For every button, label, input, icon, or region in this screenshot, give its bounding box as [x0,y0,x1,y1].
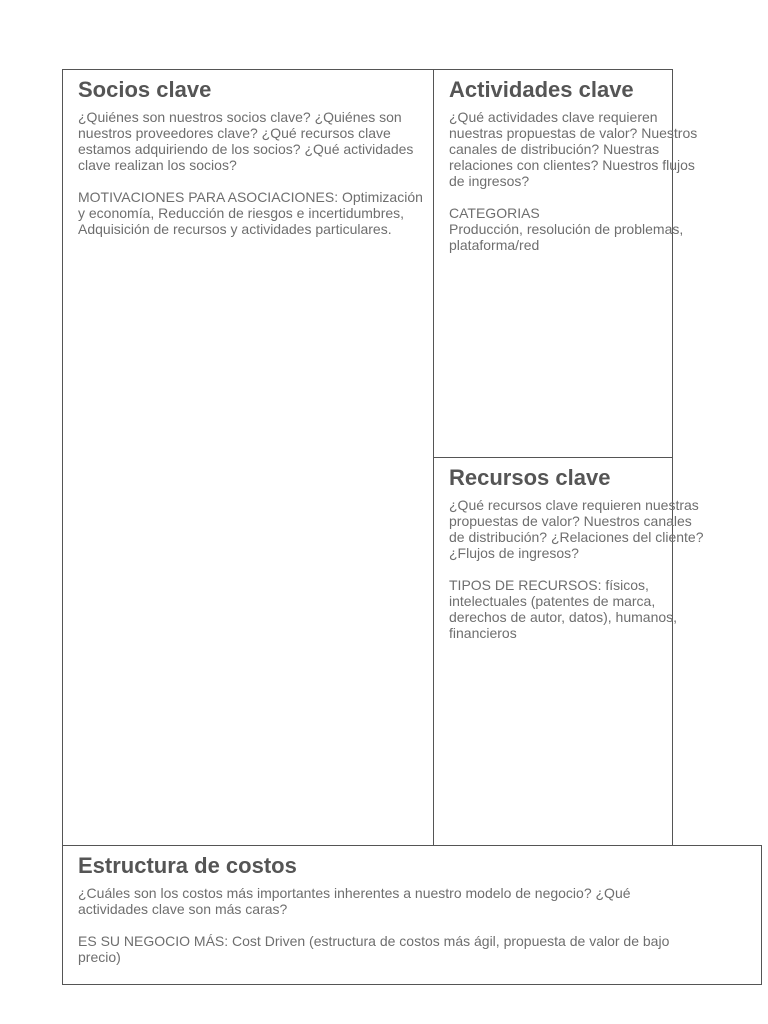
socios-clave-question: ¿Quiénes son nuestros socios clave? ¿Quiénes son nuestros proveedores clave? ¿Qué recursos clave estamos adquiriendo de los socios? ¿Qué actividades clave realizan los socios? [78,109,414,173]
actividades-clave-block [433,69,698,458]
socios-clave-block [62,69,434,846]
actividades-clave-categories: CATEGORIAS Producción, resolución de problemas, plataforma/red [449,205,684,253]
estructura-de-costos-extra: ES SU NEGOCIO MÁS: Cost Driven (estructura de costos más ágil, propuesta de valor de bajo precio) [78,933,670,965]
socios-clave-motivations: MOTIVACIONES PARA ASOCIACIONES: Optimización y economía, Reducción de riesgos e incertidumbres, Adquisición de recursos y actividades particulares. [78,189,423,237]
estructura-de-costos-title: Estructura de costos [78,853,297,878]
recursos-clave-block [433,457,704,846]
recursos-clave-question: ¿Qué recursos clave requieren nuestras propuestas de valor? Nuestros canales de distribución? ¿Relaciones del cliente? ¿Flujos de ingresos? [449,497,704,561]
estructura-de-costos-question: ¿Cuáles son los costos más importantes inherentes a nuestro modelo de negocio? ¿Qué actividades clave son más caras? [78,885,631,917]
recursos-clave-types: TIPOS DE RECURSOS: físicos, intelectuales (patentes de marca, derechos de autor, datos), humanos, financieros [449,577,678,641]
socios-clave-title: Socios clave [78,77,212,102]
actividades-clave-question: ¿Qué actividades clave requieren nuestras propuestas de valor? Nuestros canales de distribución? Nuestras relaciones con clientes? Nuestros flujos de ingresos? [449,109,698,189]
recursos-clave-title: Recursos clave [449,465,611,490]
actividades-clave-title: Actividades clave [449,77,634,102]
estructura-de-costos-block [62,845,762,985]
